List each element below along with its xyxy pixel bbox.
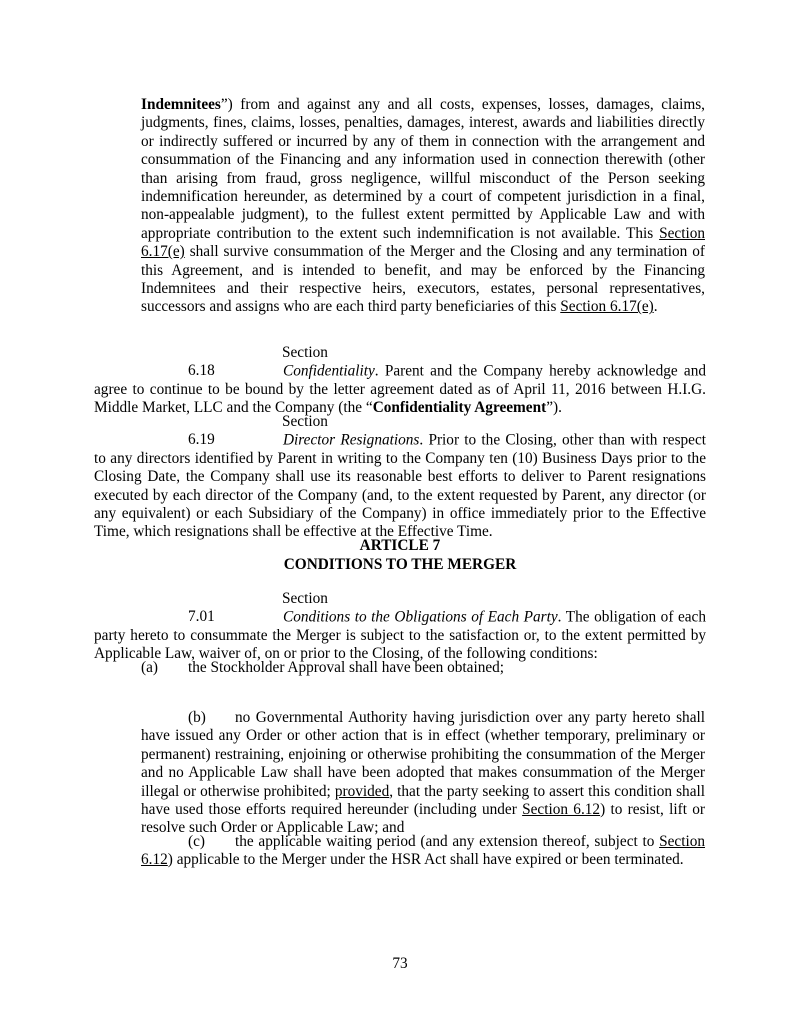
condition-item-a bbox=[141, 659, 705, 677]
section-reference-link[interactable]: Section 6.17(e) bbox=[141, 224, 705, 261]
section-reference-link[interactable]: Section 6.12 bbox=[141, 833, 705, 869]
condition-item-c bbox=[141, 833, 705, 870]
paragraph-text: ”) from and against any and all costs, expenses, losses, damages, claims, judgments, fines, claims, losses, penalties, damages, interest, awards and liabilities directly or indirectly suffered or incurred by any of them in connection with the arrangement and consummation of the Financing and any information used in connection therewith (other than arising from fraud, gross negligence, willful misconduct of the Person seeking indemnification hereunder, as determined by a court of competent jurisdiction in a final, non-appealable judgment), to the fullest extent permitted by Applicable Law and with appropriate contribution to the extent such indemnification is not available. This bbox=[141, 96, 705, 242]
indemnitees-paragraph bbox=[141, 96, 705, 317]
article-title: CONDITIONS TO THE MERGER bbox=[283, 556, 517, 573]
item-text: ) applicable to the Merger under the HSR Act shall have expired or been terminated. bbox=[167, 851, 684, 869]
section-reference-link[interactable]: Section 6.12 bbox=[522, 801, 601, 819]
item-text: no Governmental Authority having jurisdiction over any party hereto shall have issued any Order or other action that is in effect (whether temporary, preliminary or permanent) restraining, enjoining or otherwise prohibiting the consummation of the Merger and no Applicable Law shall have been adopted that makes consummation of the Merger illegal or otherwise prohibited; bbox=[141, 709, 705, 800]
section-number: Section 6.18 bbox=[188, 344, 328, 380]
section-reference-link[interactable]: Section 6.17(e) bbox=[560, 298, 654, 316]
item-label: (a) bbox=[141, 659, 158, 676]
paragraph-text: . The obligation of each party hereto to consummate the Merger is subject to the satisfaction or, to the extent permitted by Applicable Law, waiver of, on or prior to the Closing, of the following conditions: bbox=[94, 608, 706, 663]
paragraph-text: shall survive consummation of the Merger and the Closing and any termination of this Agreement, and is intended to benefit, and may be enforced by the Financing Indemnitees and their respective heirs, executors, estates, personal representatives, successors and assigns who are each third party beneficiaries of this bbox=[141, 243, 705, 316]
section-7-01-paragraph bbox=[94, 590, 706, 664]
section-number: Section 7.01 bbox=[188, 590, 328, 626]
section-title: Confidentiality bbox=[283, 362, 375, 380]
section-number: Section 6.19 bbox=[188, 413, 328, 449]
paragraph-text: . Prior to the Closing, other than with respect to any directors identified by Parent in writing to the Company ten (10) Business Days prior to the Closing Date, the Company shall use its reasonable best efforts to deliver to Parent resignations executed by each director of the Company (and, to the extent requested by Parent, any director (or any equivalent) or each Subsidiary of the Company) in office immediately prior to the Effective Time, which resignations shall be effective at the Effective Time. bbox=[94, 431, 706, 541]
page-number: 73 bbox=[392, 955, 408, 972]
section-title: Conditions to the Obligations of Each Party bbox=[283, 608, 558, 626]
section-6-19-paragraph bbox=[94, 413, 706, 542]
defined-term: Confidentiality Agreement bbox=[372, 399, 547, 417]
item-text: the Stockholder Approval shall have been obtained; bbox=[188, 659, 505, 676]
item-label: (b) bbox=[188, 709, 206, 726]
item-text: ) to resist, lift or resolve such Order or Applicable Law; and bbox=[141, 801, 705, 837]
section-title: Director Resignations bbox=[283, 431, 420, 449]
item-label: (c) bbox=[188, 833, 205, 850]
article-heading: ARTICLE 7 bbox=[359, 537, 441, 554]
item-text: the applicable waiting period (and any extension thereof, subject to bbox=[235, 833, 660, 850]
defined-term-indemnitees: Indemnitees bbox=[141, 96, 221, 113]
proviso-term: provided bbox=[334, 782, 390, 800]
condition-item-b bbox=[141, 709, 705, 838]
paragraph-text: . Parent and the Company hereby acknowledge and agree to continue to be bound by the letter agreement dated as of April 11, 2016 between H.I.G. Middle Market, LLC and the Company (the “ bbox=[94, 362, 706, 417]
item-text: , that the party seeking to assert this condition shall have used those efforts required hereunder (including under bbox=[141, 782, 705, 819]
section-6-18-paragraph bbox=[94, 344, 706, 418]
paragraph-text: ”). bbox=[546, 399, 562, 417]
paragraph-text: . bbox=[653, 298, 658, 316]
